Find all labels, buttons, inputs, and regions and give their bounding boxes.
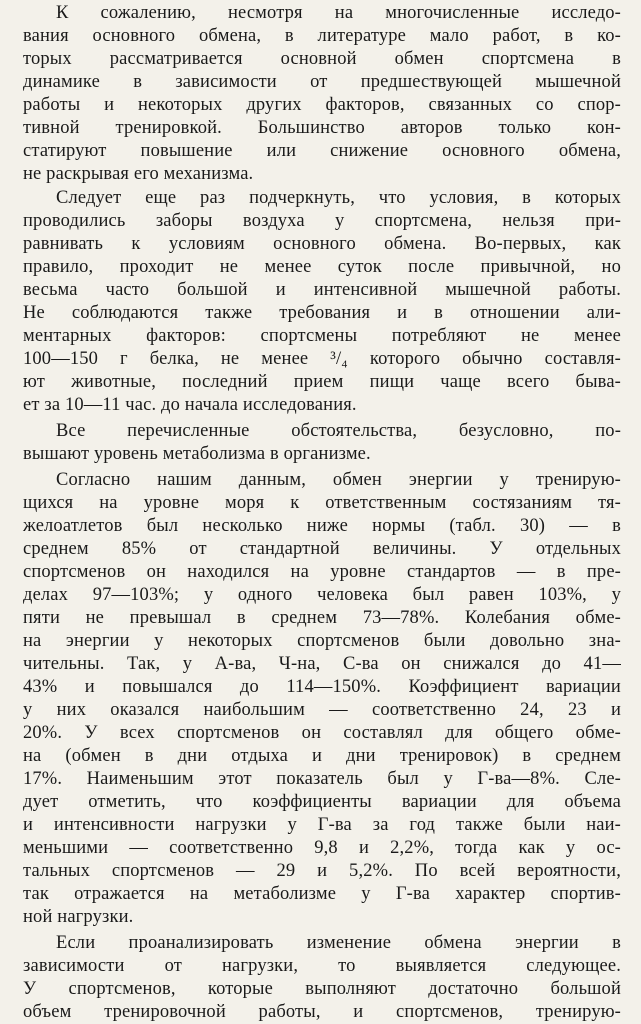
text-line: Не соблюдаются также требования и в отношении али- — [23, 303, 621, 323]
text-line: равнивать к условиям основного обмена. Во-первых, как — [23, 234, 621, 254]
text-line: ют животные, последний прием пищи чаще всего быва- — [23, 372, 621, 392]
text-line: 17%. Наименьшим этот показатель был у Г-ва—8%. Сле- — [23, 769, 621, 789]
text-line: на энергии у некоторых спортсменов были довольно зна- — [23, 631, 621, 651]
text-line: К сожалению, несмотря на многочисленные исследо- — [56, 3, 621, 23]
text-line: работы и некоторых других факторов, связанных со спор- — [23, 95, 621, 115]
text-line: Согласно нашим данным, обмен энергии у тренирую- — [56, 470, 621, 490]
text-line: желоатлетов был несколько ниже нормы (табл. 30) — в — [23, 516, 621, 536]
text-line: ментарных факторов: спортсмены потребляют не менее — [23, 326, 621, 346]
text-line: правило, проходит не менее суток после привычной, но — [23, 257, 621, 277]
text-line: торых рассматривается основной обмен спортсмена в — [23, 49, 621, 69]
text-line: 43% и повышался до 114—150%. Коэффициент вариации — [23, 677, 621, 697]
text-line: 20%. У всех спортсменов он составлял для общего обме- — [23, 723, 621, 743]
text-line: Если проанализировать изменение обмена энергии в — [56, 933, 621, 953]
text-line: так отражается на метаболизме у Г-ва характер спортив- — [23, 884, 621, 904]
text-line: динамике в зависимости от предшествующей мышечной — [23, 72, 621, 92]
text-line: и интенсивности нагрузки у Г-ва за год также были наи- — [23, 815, 621, 835]
text-line: весьма часто большой и интенсивной мышечной работы. — [23, 280, 621, 300]
text-line: тальных спортсменов — 29 и 5,2%. По всей вероятности, — [23, 861, 621, 881]
text-line: проводились заборы воздуха у спортсмена, нельзя при- — [23, 211, 621, 231]
text-line: не раскрывая его механизма. — [23, 164, 254, 184]
text-line: спортсменов он находился на уровне стандартов — в пре- — [23, 562, 621, 582]
text-line: меньшими — соответственно 9,8 и 2,2%, тогда как у ос- — [23, 838, 621, 858]
text-line: вания основного обмена, в литературе мало работ, в ко- — [23, 26, 621, 46]
text-line: объем тренировочной работы, и спортсменов, тренирую- — [23, 1002, 621, 1022]
text-line: дует отметить, что коэффициенты вариации для объема — [23, 792, 621, 812]
text-line: У спортсменов, которые выполняют достаточно большой — [23, 979, 621, 999]
text-line: щихся на уровне моря к ответственным состязаниям тя- — [23, 493, 621, 513]
text-line: ной нагрузки. — [23, 907, 134, 927]
text-line: у них оказался наибольшим — соответственно 24, 23 и — [23, 700, 621, 720]
text-line: тивной тренировкой. Большинство авторов только кон- — [23, 118, 621, 138]
text-line: Следует еще раз подчеркнуть, что условия, в которых — [56, 188, 621, 208]
text-line: ет за 10—11 час. до начала исследования. — [23, 395, 357, 415]
text-line: 100—150 г белка, не менее ³/₄ которого обычно составля- — [23, 349, 621, 369]
text-line: Все перечисленные обстоятельства, безусловно, по- — [56, 421, 621, 441]
text-line: зависимости от нагрузки, то выявляется следующее. — [23, 956, 621, 976]
text-line: делах 97—103%; у одного человека был равен 103%, у — [23, 585, 621, 605]
text-line: на (обмен в дни отдыха и дни тренировок) в среднем — [23, 746, 621, 766]
text-line: чительны. Так, у А-ва, Ч-на, С-ва он снижался до 41— — [23, 654, 621, 674]
text-line: пяти не превышал в среднем 73—78%. Колебания обме- — [23, 608, 621, 628]
text-line: вышают уровень метаболизма в организме. — [23, 444, 371, 464]
text-line: среднем 85% от стандартной величины. У отдельных — [23, 539, 621, 559]
text-line: статируют повышение или снижение основного обмена, — [23, 141, 621, 161]
